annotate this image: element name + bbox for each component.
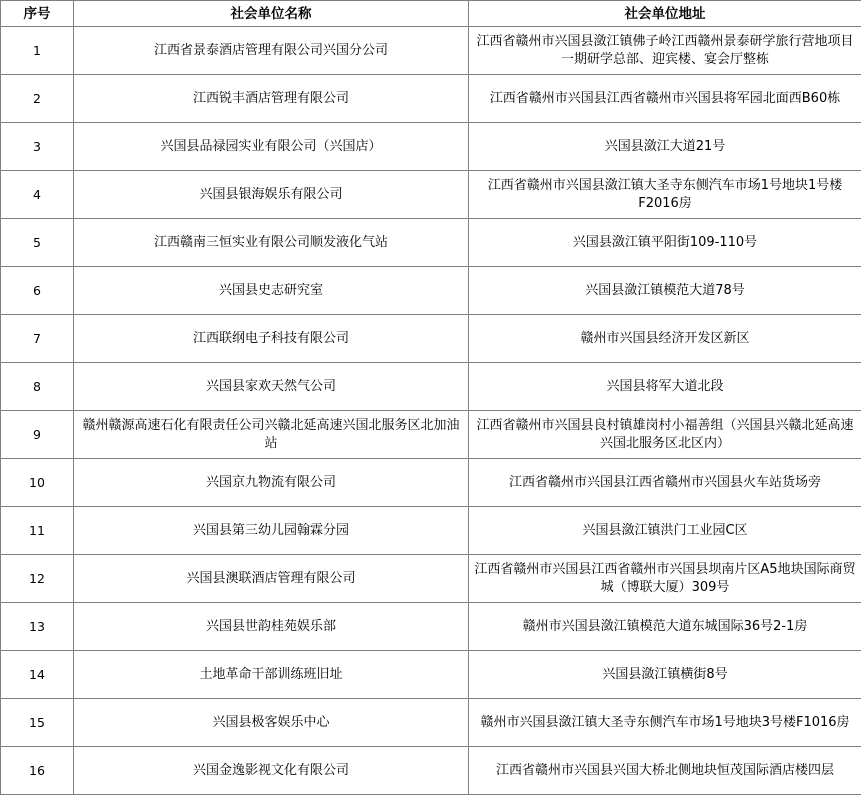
unit-name: 兴国县澳联酒店管理有限公司 bbox=[74, 555, 469, 603]
row-index: 7 bbox=[1, 315, 74, 363]
row-index: 15 bbox=[1, 699, 74, 747]
table-row bbox=[1, 651, 861, 699]
unit-name: 兴国县银海娱乐有限公司 bbox=[74, 171, 469, 219]
row-index: 1 bbox=[1, 27, 74, 75]
row-index: 14 bbox=[1, 651, 74, 699]
table-row bbox=[1, 75, 861, 123]
row-index: 2 bbox=[1, 75, 74, 123]
row-index: 4 bbox=[1, 171, 74, 219]
unit-name: 兴国县品禄园实业有限公司（兴国店） bbox=[74, 123, 469, 171]
unit-address: 江西省赣州市兴国县江西省赣州市兴国县火车站货场旁 bbox=[469, 459, 861, 507]
unit-address: 兴国县潋江镇平阳街109-110号 bbox=[469, 219, 861, 267]
row-index: 5 bbox=[1, 219, 74, 267]
unit-address: 江西省赣州市兴国县潋江镇大圣寺东侧汽车市场1号地块1号楼F2016房 bbox=[469, 171, 861, 219]
unit-address: 江西省赣州市兴国县兴国大桥北侧地块恒茂国际酒店楼四层 bbox=[469, 747, 861, 795]
unit-name: 兴国县第三幼儿园翰霖分园 bbox=[74, 507, 469, 555]
header-index: 序号 bbox=[1, 1, 74, 27]
table-row bbox=[1, 267, 861, 315]
table-row bbox=[1, 219, 861, 267]
unit-address: 江西省赣州市兴国县潋江镇佛子岭江西赣州景泰研学旅行营地项目一期研学总部、迎宾楼、宴会厅整栋 bbox=[469, 27, 861, 75]
unit-name: 兴国金逸影视文化有限公司 bbox=[74, 747, 469, 795]
unit-address: 兴国县将军大道北段 bbox=[469, 363, 861, 411]
unit-name: 兴国京九物流有限公司 bbox=[74, 459, 469, 507]
unit-name: 兴国县家欢天然气公司 bbox=[74, 363, 469, 411]
unit-address: 赣州市兴国县潋江镇大圣寺东侧汽车市场1号地块3号楼F1016房 bbox=[469, 699, 861, 747]
unit-name: 兴国县史志研究室 bbox=[74, 267, 469, 315]
unit-name: 土地革命干部训练班旧址 bbox=[74, 651, 469, 699]
table-row bbox=[1, 555, 861, 603]
unit-name: 赣州赣源高速石化有限责任公司兴赣北延高速兴国北服务区北加油站 bbox=[74, 411, 469, 459]
row-index: 11 bbox=[1, 507, 74, 555]
table-row bbox=[1, 699, 861, 747]
row-index: 16 bbox=[1, 747, 74, 795]
row-index: 8 bbox=[1, 363, 74, 411]
row-index: 6 bbox=[1, 267, 74, 315]
unit-name: 江西省景泰酒店管理有限公司兴国分公司 bbox=[74, 27, 469, 75]
table-row bbox=[1, 411, 861, 459]
header-name: 社会单位名称 bbox=[74, 1, 469, 27]
table-row bbox=[1, 507, 861, 555]
row-index: 10 bbox=[1, 459, 74, 507]
unit-name: 兴国县世韵桂苑娱乐部 bbox=[74, 603, 469, 651]
unit-address: 兴国县潋江镇模范大道78号 bbox=[469, 267, 861, 315]
row-index: 13 bbox=[1, 603, 74, 651]
table-row bbox=[1, 747, 861, 795]
unit-address: 江西省赣州市兴国县江西省赣州市兴国县将军园北面西B60栋 bbox=[469, 75, 861, 123]
unit-name: 江西锐丰酒店管理有限公司 bbox=[74, 75, 469, 123]
unit-address: 江西省赣州市兴国县江西省赣州市兴国县坝南片区A5地块国际商贸城（博联大厦）309号 bbox=[469, 555, 861, 603]
table-row bbox=[1, 459, 861, 507]
unit-name: 江西联纲电子科技有限公司 bbox=[74, 315, 469, 363]
unit-name: 兴国县极客娱乐中心 bbox=[74, 699, 469, 747]
unit-address: 兴国县潋江镇横街8号 bbox=[469, 651, 861, 699]
row-index: 12 bbox=[1, 555, 74, 603]
table-row bbox=[1, 363, 861, 411]
table-row bbox=[1, 171, 861, 219]
unit-address: 兴国县潋江镇洪门工业园C区 bbox=[469, 507, 861, 555]
unit-address: 赣州市兴国县潋江镇模范大道东城国际36号2-1房 bbox=[469, 603, 861, 651]
table-header-row bbox=[1, 1, 861, 27]
unit-name: 江西赣南三恒实业有限公司顺发液化气站 bbox=[74, 219, 469, 267]
unit-address: 兴国县潋江大道21号 bbox=[469, 123, 861, 171]
unit-address: 江西省赣州市兴国县良村镇雄岗村小福善组（兴国县兴赣北延高速兴国北服务区北区内） bbox=[469, 411, 861, 459]
header-address: 社会单位地址 bbox=[469, 1, 861, 27]
table-row bbox=[1, 603, 861, 651]
table-row bbox=[1, 123, 861, 171]
row-index: 9 bbox=[1, 411, 74, 459]
row-index: 3 bbox=[1, 123, 74, 171]
table-row bbox=[1, 27, 861, 75]
unit-address: 赣州市兴国县经济开发区新区 bbox=[469, 315, 861, 363]
table-row bbox=[1, 315, 861, 363]
